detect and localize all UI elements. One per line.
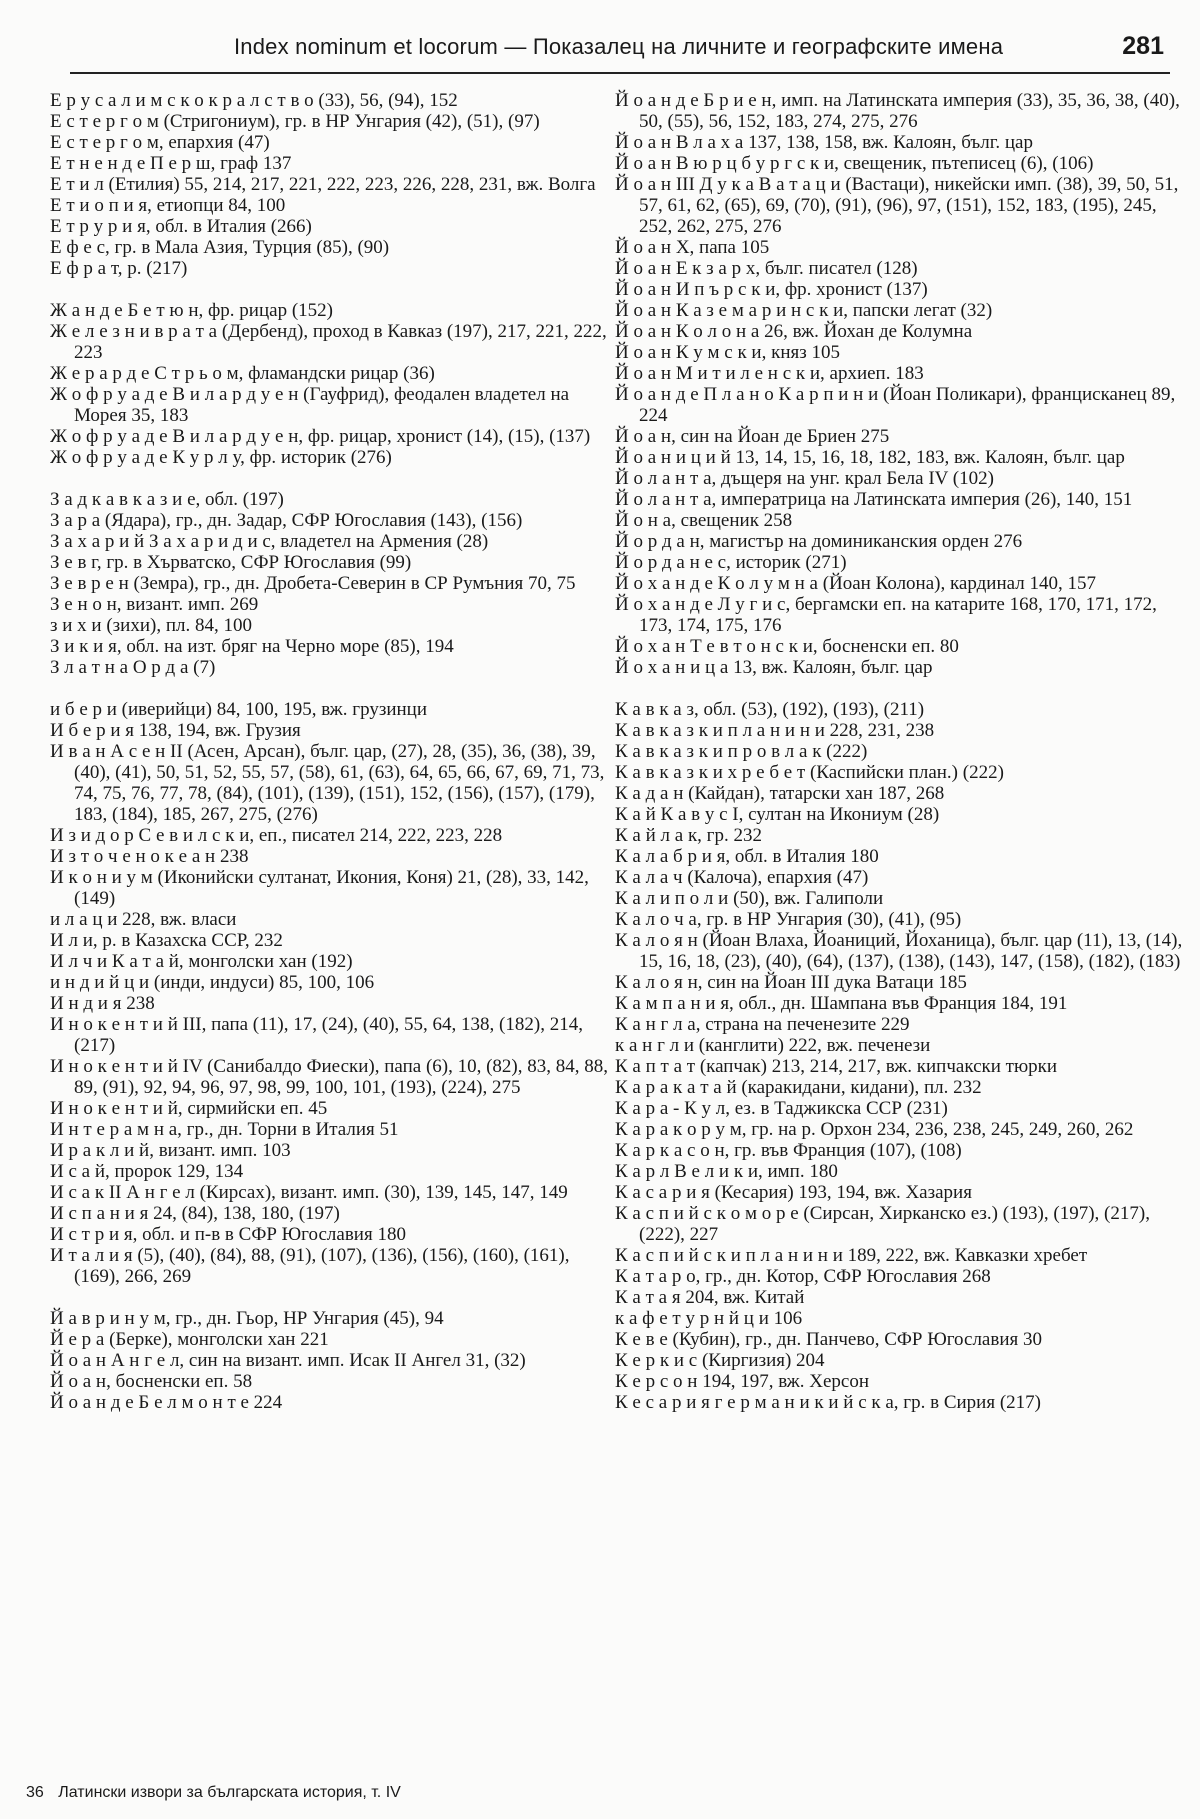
index-entry: К а п т а т (капчак) 213, 214, 217, вж. кипчакски тюрки [615,1056,1058,1077]
index-entry: И с а к II А н г е л (Кирсах), визант. имп. (30), 139, 145, 147, 149 [50,1182,568,1203]
index-entry: К а н г л а, страна на печенезите 229 [615,1014,910,1035]
page-footer [26,1784,401,1802]
index-entry: И л ч и К а т а й, монголски хан (192) [50,951,353,972]
running-title: Index nominum et locorum — Показалец на личните и географските имена [234,34,1004,59]
index-entry: К а й К а в у с I, султан на Икониум (28) [615,804,940,825]
index-entry: Е т н е н д е П е р ш, граф 137 [50,153,292,174]
index-entry: Й о а н А н г е л, син на визант. имп. Исак II Ангел 31, (32) [50,1350,526,1371]
index-entry: Й е р а (Берке), монголски хан 221 [50,1329,329,1350]
index-column-right [615,90,1185,1413]
index-entry: З а х а р и й З а х а р и д и с, владетел на Армения (28) [50,531,489,552]
index-entry: и б е р и (иверийци) 84, 100, 195, вж. грузинци [50,699,427,720]
index-entry: И с п а н и я 24, (84), 138, 180, (197) [50,1203,340,1224]
index-entry: Й о а н и ц и й 13, 14, 15, 16, 18, 182, 183, вж. Калоян, бълг. цар [615,447,1125,468]
index-entry: Й о а н д е П л а н о К а р п и н и (Йоан Поликари), францисканец 89, 224 [615,384,1176,426]
signature-number: 36 [26,1784,44,1801]
index-entry: Й о а н К у м с к и, княз 105 [615,342,840,363]
index-entry: К а л о я н (Йоан Влаха, Йоаниций, Йоханица), бълг. цар (11), 13, (14), 15, 16, 18, (23), (40), (64), (137), (138), (143), 147, (158), (182), (183) [615,930,1183,972]
index-entry: Й о а н М и т и л е н с к и, архиеп. 183 [615,363,924,384]
index-entry: К а л а б р и я, обл. в Италия 180 [615,846,879,867]
index-entry: Й о л а н т а, императрица на Латинската империя (26), 140, 151 [615,489,1133,510]
index-entry: Й о а н Е к з а р х, бълг. писател (128) [615,258,918,279]
index-entry: К а р л В е л и к и, имп. 180 [615,1161,838,1182]
index-entry: Е т и л (Етилия) 55, 214, 217, 221, 222, 223, 226, 228, 231, вж. Волга [50,174,596,195]
index-entry: Ж е л е з н и в р а т а (Дербенд), проход в Кавказ (197), 217, 221, 222, 223 [50,321,607,363]
index-entry: К а й л а к, гр. 232 [615,825,762,846]
index-entry: Е с т е р г о м, епархия (47) [50,132,270,153]
index-entry: Й о а н III Д у к а В а т а ц и (Вастаци), никейски имп. (38), 39, 50, 51, 57, 61, 62, (65), 69, (70), (91), (96), 97, (151), 152, 183, (195), 245, 252, 262, 275, 276 [615,174,1179,237]
index-entry: Е т и о п и я, етиопци 84, 100 [50,195,286,216]
index-entry: Е ф е с, гр. в Мала Азия, Турция (85), (90) [50,237,390,258]
index-column-left [50,90,610,1413]
index-entry: З и к и я, обл. на изт. бряг на Черно море (85), 194 [50,636,454,657]
index-entry: Е р у с а л и м с к о к р а л с т в о (33), 56, (94), 152 [50,90,458,111]
index-entry: к а н г л и (канглити) 222, вж. печенези [615,1035,931,1056]
index-entry: К а р а к о р у м, гр. на р. Орхон 234, 236, 238, 245, 249, 260, 262 [615,1119,1134,1140]
index-entry: К а л о я н, син на Йоан III дука Ватаци 185 [615,972,967,993]
index-entry: К а в к а з к и х р е б е т (Каспийски план.) (222) [615,762,1004,783]
index-entry: З а д к а в к а з и е, обл. (197) [50,489,284,510]
index-entry: И с а й, пророк 129, 134 [50,1161,244,1182]
index-entry: К а р а к а т а й (каракидани, кидани), пл. 232 [615,1077,982,1098]
index-entry: К а с п и й с к о м о р е (Сирсан, Хирканско ез.) (193), (197), (217), (222), 227 [615,1203,1150,1245]
index-entry: Й о л а н т а, дъщеря на унг. крал Бела IV (102) [615,468,994,489]
index-entry: И л и, р. в Казахска ССР, 232 [50,930,283,951]
index-entry: З л а т н а О р д а (7) [50,657,216,678]
index-entry: Й о х а н Т е в т о н с к и, босненски еп. 80 [615,636,959,657]
index-entry: Ж о ф р у а д е В и л а р д у е н, фр. рицар, хронист (14), (15), (137) [50,426,591,447]
index-entry: З е в г, гр. в Хърватско, СФР Югославия (99) [50,552,412,573]
index-entry: К а р к а с о н, гр. във Франция (107), (108) [615,1140,962,1161]
page-header [70,28,1170,74]
index-entry: К е с а р и я г е р м а н и к и й с к а, гр. в Сирия (217) [615,1392,1041,1413]
index-entry: Й о а н В л а х а 137, 138, 158, вж. Калоян, бълг. цар [615,132,1033,153]
index-entry: К а в к а з к и п л а н и н и 228, 231, 238 [615,720,935,741]
index-entry: К а м п а н и я, обл., дн. Шампана във Франция 184, 191 [615,993,1068,1014]
index-entry: Й о р д а н е с, историк (271) [615,552,847,573]
index-entry: К а в к а з к и п р о в л а к (222) [615,741,868,762]
index-entry: К а т а я 204, вж. Китай [615,1287,805,1308]
index-entry: Й о а н, син на Йоан де Бриен 275 [615,426,890,447]
index-entry: К е р к и с (Киргизия) 204 [615,1350,825,1371]
index-entry: И в а н А с е н II (Асен, Арсан), бълг. цар, (27), 28, (35), 36, (38), 39, (40), (41), 50, 51, 52, 55, 57, (58), 61, (63), 64, 65, 66, 67, 69, 71, 73, 74, 75, 76, 77, 78, (84), (101), (139), (151), 152, (156), (157), (179), 183, (184), 185, 267, 275, (276) [50,741,605,825]
index-entry: Й о р д а н, магистър на доминиканския орден 276 [615,531,1023,552]
index-entry: К а в к а з, обл. (53), (192), (193), (211) [615,699,925,720]
index-entry: И н о к е н т и й, сирмийски еп. 45 [50,1098,328,1119]
index-entry: Е с т е р г о м (Стригониум), гр. в НР Унгария (42), (51), (97) [50,111,540,132]
index-entry: Ж о ф р у а д е К у р л у, фр. историк (276) [50,447,392,468]
index-entry: К а с а р и я (Кесария) 193, 194, вж. Хазария [615,1182,972,1203]
index-entry: И н о к е н т и й IV (Санибалдо Фиески), папа (6), 10, (82), 83, 84, 88, 89, (91), 92, 94, 96, 97, 98, 99, 100, 101, (193), (224), 275 [50,1056,609,1098]
index-entry: з и х и (зихи), пл. 84, 100 [50,615,252,636]
index-entry: К е р с о н 194, 197, вж. Херсон [615,1371,870,1392]
index-entry: И б е р и я 138, 194, вж. Грузия [50,720,301,741]
index-entry: Ж о ф р у а д е В и л а р д у е н (Гауфрид), феодален владетел на Морея 35, 183 [50,384,570,426]
index-entry: И з и д о р С е в и л с к и, еп., писател 214, 222, 223, 228 [50,825,503,846]
index-entry: Й о а н, босненски еп. 58 [50,1371,253,1392]
index-entry: Й о а н К а з е м а р и н с к и, папски легат (32) [615,300,993,321]
index-entry: Й о н а, свещеник 258 [615,510,793,531]
index-entry: Й а в р и н у м, гр., дн. Гьор, НР Унгария (45), 94 [50,1308,444,1329]
index-entry: К а р а - К у л, ез. в Таджикска ССР (231) [615,1098,948,1119]
index-entry: Ж а н д е Б е т ю н, фр. рицар (152) [50,300,333,321]
index-entry: И н о к е н т и й III, папа (11), 17, (24), (40), 55, 64, 138, (182), 214, (217) [50,1014,583,1056]
index-entry: И з т о ч е н о к е а н 238 [50,846,249,867]
index-entry: И р а к л и й, визант. имп. 103 [50,1140,291,1161]
index-entry: К а л о ч а, гр. в НР Унгария (30), (41), (95) [615,909,962,930]
index-entry: И т а л и я (5), (40), (84), 88, (91), (107), (136), (156), (160), (161), (169), 266, 269 [50,1245,570,1287]
index-entry: к а ф е т у р н й ц и 106 [615,1308,803,1329]
index-entry: Ж е р а р д е С т р ь о м, фламандски рицар (36) [50,363,435,384]
index-entry: Й о х а н д е Л у г и с, бергамски еп. на катарите 168, 170, 171, 172, 173, 174, 175, 176 [615,594,1157,636]
index-entry: и л а ц и 228, вж. власи [50,909,237,930]
index-entry: Й о х а н д е К о л у м н а (Йоан Колона), кардинал 140, 157 [615,573,1096,594]
index-entry: И к о н и у м (Иконийски султанат, Икония, Коня) 21, (28), 33, 142, (149) [50,867,589,909]
index-entry: Й о х а н и ц а 13, вж. Калоян, бълг. цар [615,657,933,678]
index-entry: И н д и я 238 [50,993,155,1014]
index-entry: Й о а н В ю р ц б у р г с к и, свещеник, пътеписец (6), (106) [615,153,1094,174]
index-entry: Й о а н д е Б е л м о н т е 224 [50,1392,283,1413]
index-entry: И с т р и я, обл. и п-в в СФР Югославия 180 [50,1224,406,1245]
index-entry: З е н о н, визант. имп. 269 [50,594,259,615]
index-entry: Е т р у р и я, обл. в Италия (266) [50,216,312,237]
footer-book-title: Латински извори за българската история, т. IV [58,1784,401,1801]
index-entry: Й о а н д е Б р и е н, имп. на Латинската империя (33), 35, 36, 38, (40), 50, (55), 56, 152, 183, 274, 275, 276 [615,90,1180,132]
index-entry: Й о а н К о л о н а 26, вж. Йохан де Колумна [615,321,973,342]
index-entry: Й о а н X, папа 105 [615,237,770,258]
index-entry: К а л а ч (Калоча), епархия (47) [615,867,869,888]
index-entry: Й о а н И п ъ р с к и, фр. хронист (137) [615,279,928,300]
index-entry: и н д и й ц и (инди, индуси) 85, 100, 106 [50,972,375,993]
index-entry: К а с п и й с к и п л а н и н и 189, 222, вж. Кавказки хребет [615,1245,1088,1266]
index-entry: К а т а р о, гр., дн. Котор, СФР Югославия 268 [615,1266,991,1287]
index-entry: З е в р е н (Земра), гр., дн. Дробета-Северин в СР Румъния 70, 75 [50,573,576,594]
index-entry: И н т е р а м н а, гр., дн. Торни в Италия 51 [50,1119,399,1140]
index-entry: Е ф р а т, р. (217) [50,258,188,279]
index-entry: К а д а н (Кайдан), татарски хан 187, 268 [615,783,945,804]
index-entry: З а р а (Ядара), гр., дн. Задар, СФР Югославия (143), (156) [50,510,523,531]
index-entry: К а л и п о л и (50), вж. Галиполи [615,888,884,909]
page-number: 281 [1122,32,1164,60]
index-entry: К е в е (Кубин), гр., дн. Панчево, СФР Югославия 30 [615,1329,1042,1350]
